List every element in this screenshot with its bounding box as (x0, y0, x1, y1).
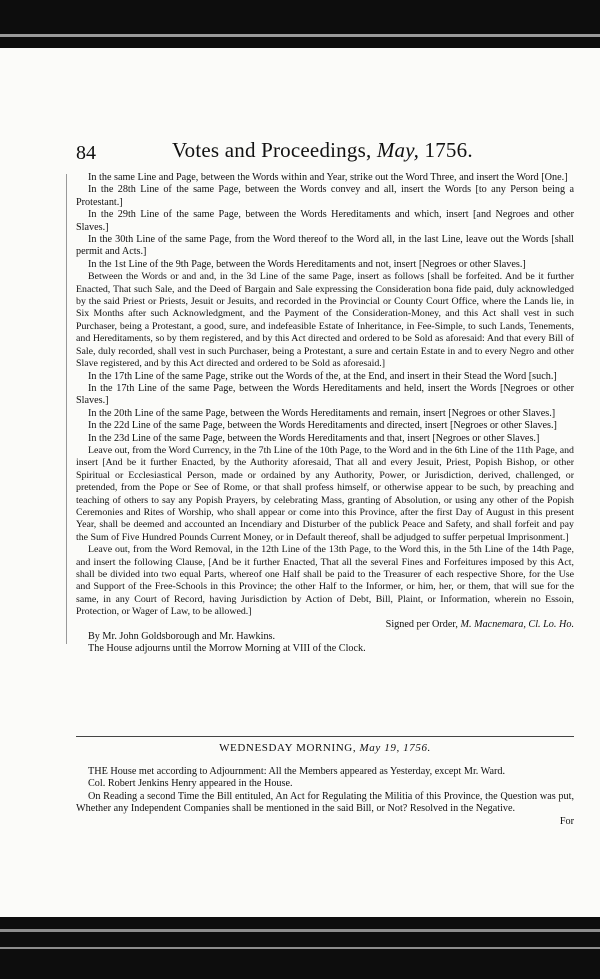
running-title (172, 138, 473, 163)
paragraph: THE House met according to Adjournment: All the Members appeared as Yesterday, except Mr. Ward. (88, 766, 506, 777)
signature-prefix: Signed per Order, (385, 618, 458, 630)
paragraph: In the 22d Line of the same Page, between the Words Hereditaments and directed, insert [Negroes or other Slaves.] (88, 420, 557, 432)
paragraph: Col. Robert Jenkins Henry appeared in the House. (88, 778, 293, 790)
section-date: May 19, 1756. (359, 742, 431, 754)
section-divider (76, 736, 574, 737)
paragraph: In the 23d Line of the same Page, between the Words Hereditaments and that, insert [Negroes or other Slaves.] (88, 432, 540, 444)
paragraph: In the 17th Line of the same Page, between the Words Hereditaments and held, insert the Words [Negroes or other Slaves.] (76, 382, 574, 407)
adjournment-note: The House adjourns until the Morrow Morning at VIII of the Clock. (88, 643, 366, 655)
section-heading (76, 742, 574, 754)
running-title-month: May, (376, 138, 420, 162)
paragraph: In the same Line and Page, between the Words within and Year, strike out the Word Three, and insert the Word [One.] (88, 172, 568, 183)
running-title-text: Votes and Proceedings, (172, 138, 372, 162)
page-header (76, 138, 566, 164)
paragraph: On Reading a second Time the Bill entituled, An Act for Regulating the Militia of this Province, the Question was put, Whether any Independent Companies shall be mentioned in the said Bill, or Not? Resolved in the Negative. (76, 790, 574, 815)
paragraph: In the 1st Line of the 9th Page, between the Words Hereditaments and not, insert [Negroes or other Slaves.] (88, 258, 526, 270)
scan-edge-top (0, 0, 600, 48)
paragraph: In the 28th Line of the same Page, between the Words convey and all, insert the Words [to any Person being a Protestant.] (76, 184, 574, 208)
paragraph: In the 17th Line of the same Page, strike out the Words of the, at the End, and insert in their Stead the Word [such.] (88, 370, 557, 382)
by-line: By Mr. John Goldsborough and Mr. Hawkins. (88, 631, 276, 643)
paragraph: In the 20th Line of the same Page, between the Words Hereditaments and remain, insert [Negroes or other Slaves.] (88, 407, 556, 419)
page-number: 84 (76, 142, 96, 164)
paragraph: In the 30th Line of the same Page, from the Word thereof to the Word all, in the last Line, leave out the Words [shall permit and Acts.] (76, 234, 574, 258)
signature-line (76, 619, 574, 631)
scan-edge-bottom (0, 917, 600, 979)
margin-mark (66, 174, 67, 644)
paragraph: Leave out, from the Word Removal, in the 12th Line of the 13th Page, to the Word this, in the 5th Line of the 14th Page, and insert the following Clause, [And be it further Enacted, That all the several Fines and Forfeitures imposed by this Act, shall be divided into two equal Parts, whereof one Half shall be paid to the Treasurer of each respective Shore, for the Use and Support of the Free-Schools in this Province; the other Half to the Informer, or him, her, or them, that will sue for the same, in any Court of Record, having Jurisdiction by Action of Debt, Bill, Plaint, or Information, wherein no Essoin, Protection, or Wager of Law, to be allowed.] (76, 544, 574, 618)
catchword: For (559, 815, 574, 827)
signature-name: M. Macnemara, Cl. Lo. Ho. (460, 618, 574, 630)
paragraph: Between the Words or and and, in the 3d Line of the same Page, insert as follows [shall be forfeited. And be it further Enacted, That such Sale, and the Deed of Bargain and Sale expressing the Consideration bona fide paid, duly acknowledged by the said Priest or Priests, Jesuit or Jesuits, and recorded in the Provincial or County Court Office, where the Lands lie, in Six Months after such Acknowledgment, and the Payment of the Consideration-Money, and this Act shall vest in such Purchaser, being a Protestant, a good, sure, and indefeasible Estate of Inheritance, in Fee-Simple, to such Lands, Tenements, and Hereditaments, so by them registered, and by this Act directed and ordered to be Sold as aforesaid: And that every Bill of Sale, duly recorded, shall vest in such Purchaser, being a Protestant, a sure and certain Estate in and to every Negro and other Slave registered, and by this Act directed and ordered to be Sold as aforesaid.] (76, 271, 574, 370)
running-title-year: 1756. (424, 138, 473, 162)
section-day: WEDNESDAY MORNING, (219, 742, 357, 754)
day-proceedings (76, 766, 574, 828)
paragraph: In the 29th Line of the same Page, between the Words Hereditaments and which, insert [and Negroes and other Slaves.] (76, 209, 574, 233)
amendments-body (76, 172, 574, 656)
paragraph: Leave out, from the Word Currency, in the 7th Line of the 10th Page, to the Word and in the 6th Line of the 11th Page, and insert [And be it further Enacted, by the Authority aforesaid, That all and every Jesuit, Priest, Popish Bishop, or other Spiritual or Ecclesiastical Person, made or ordained by any Authority, Power, or Jurisdiction, derived, challenged, or pretended, from the Pope or See of Rome, or that shall profess himself, or otherwise appear to be such, by preaching and teaching of others to say any Popish Prayers, by celebrating Mass, granting of Absolution, or using any other of the Popish Ceremonies and Rites of Worship, who shall appear or come into this Province, after the first Day of August in this present Year, shall be deemed and accounted an Incendiary and Disturber of the publick Peace and Safety, and shall forfeit and pay the Sum of Five Hundred Pounds Current Money, or in Default thereof, shall be adjudged to suffer perpetual Imprisonment.] (76, 444, 574, 543)
